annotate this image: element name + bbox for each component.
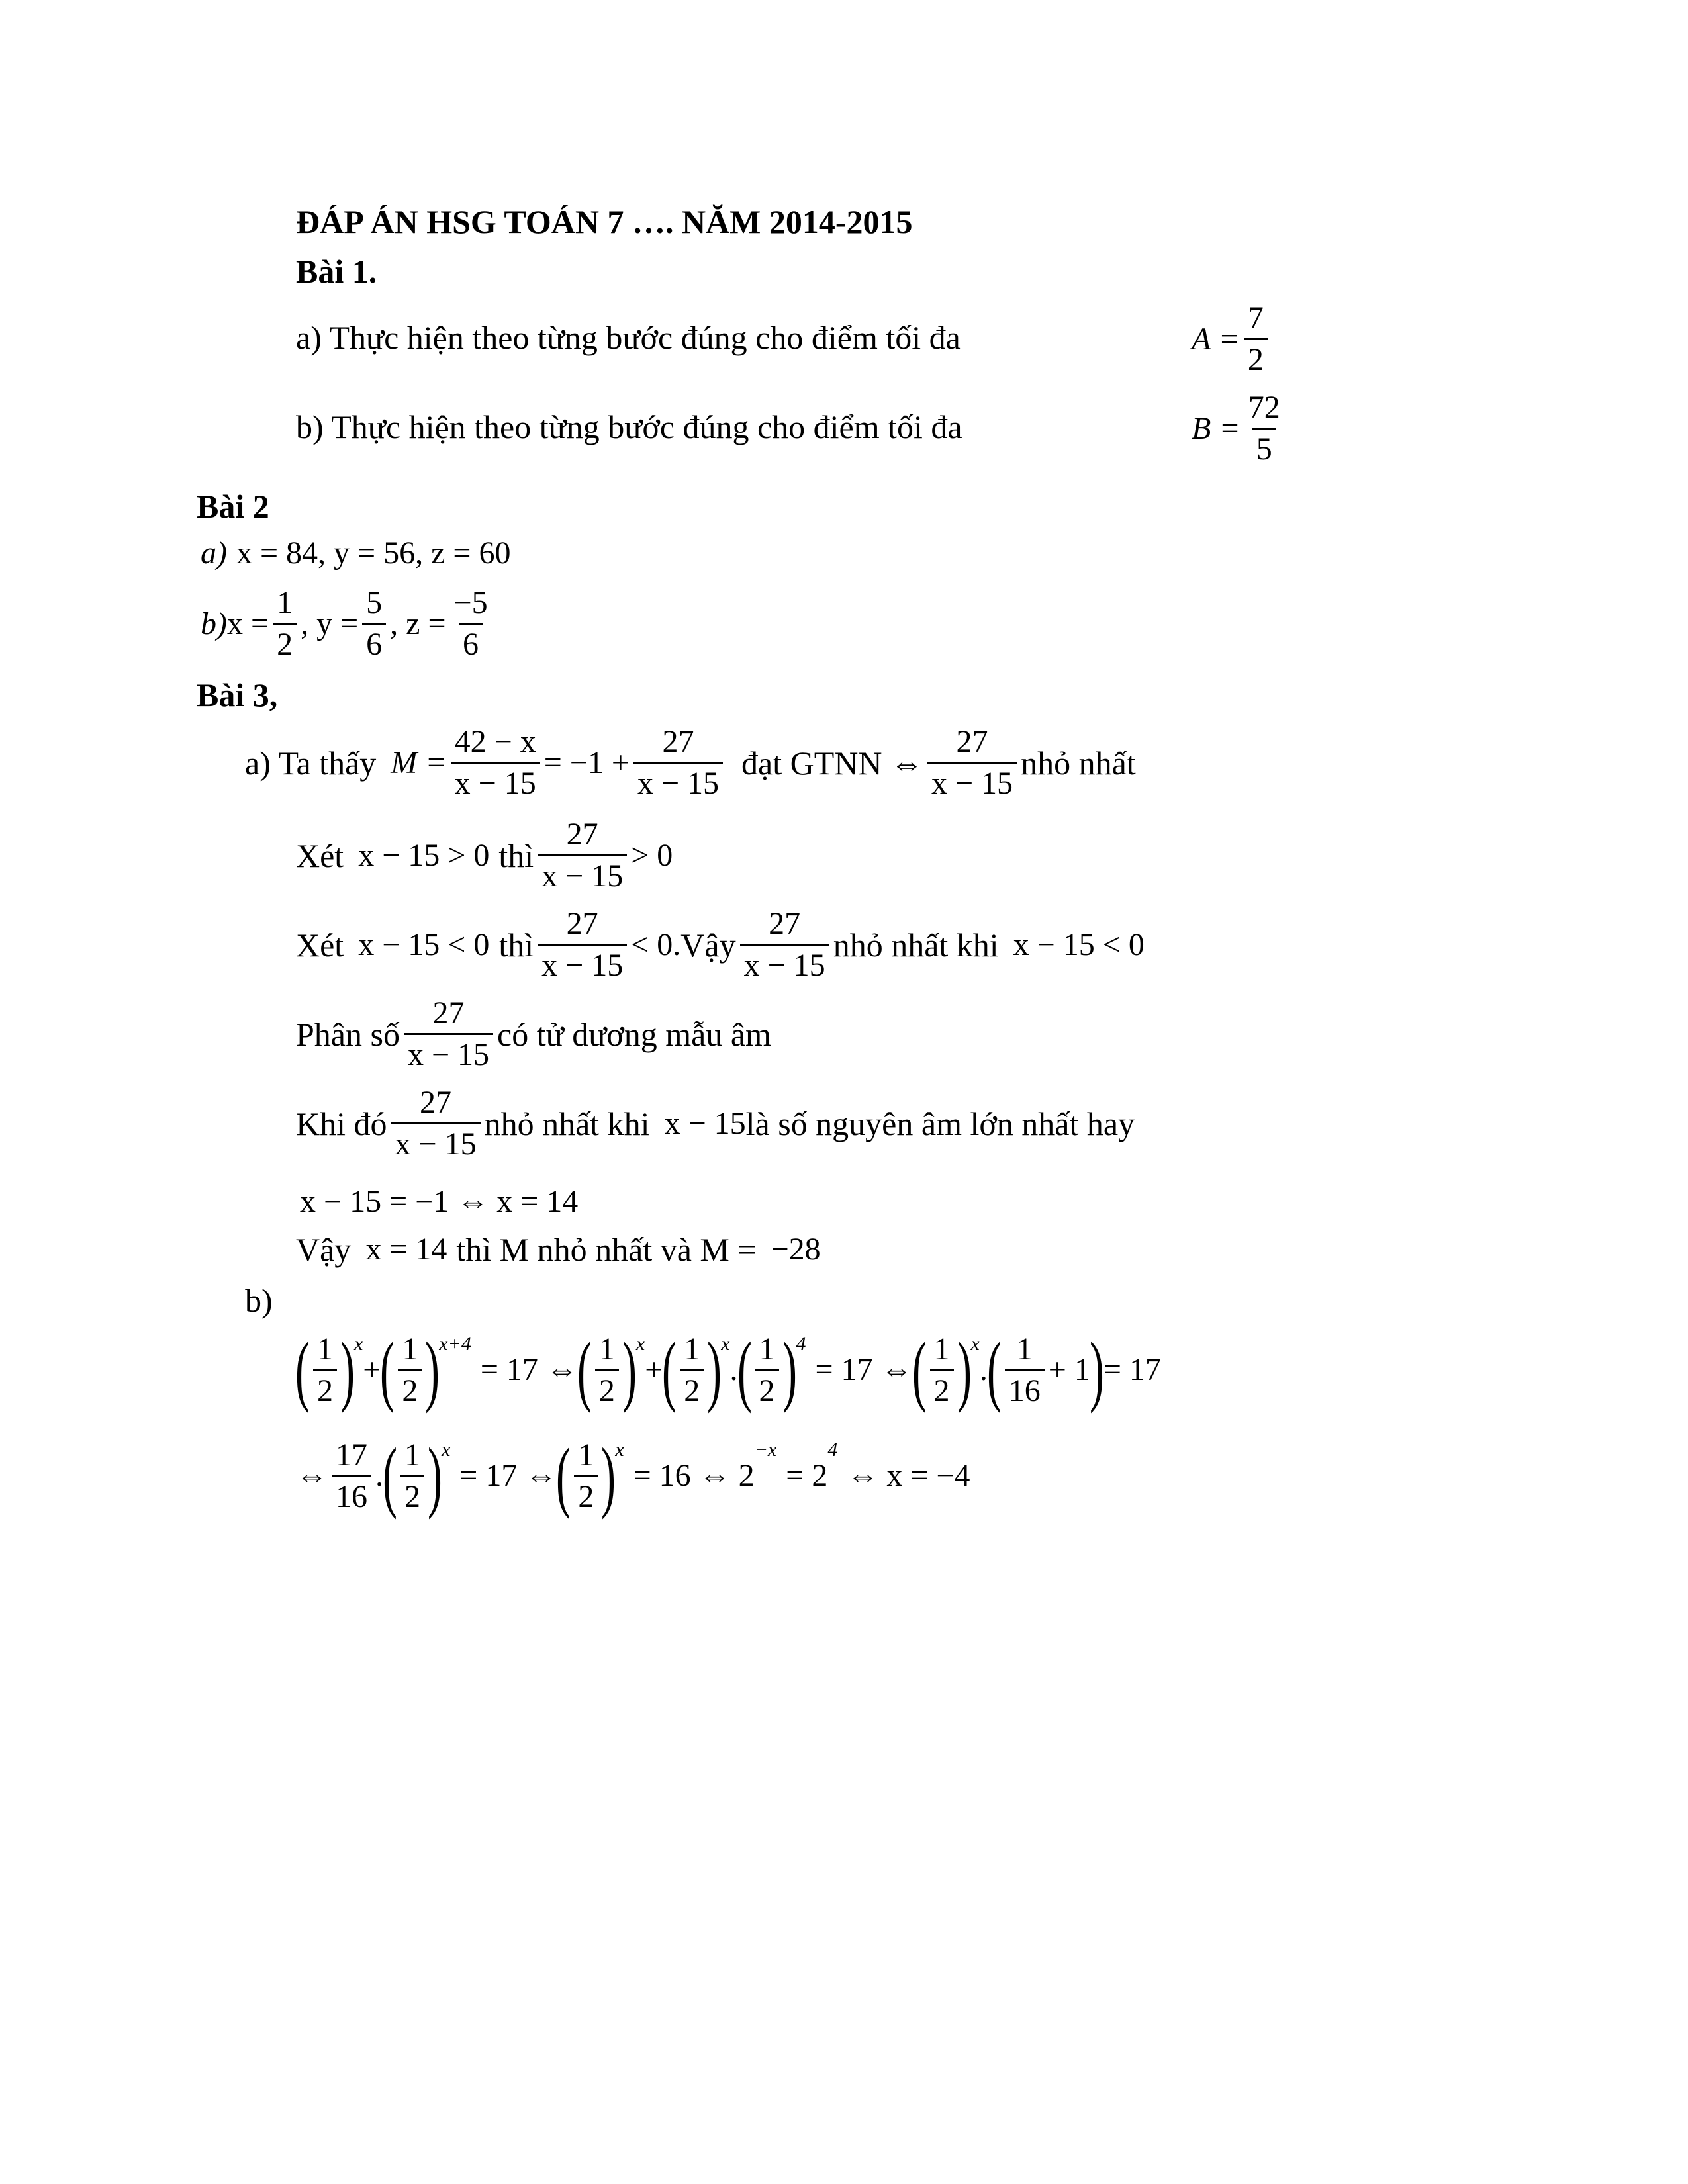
xet1-cond: x − 15 > 0 bbox=[358, 837, 490, 873]
exp-negx: −x bbox=[754, 1439, 777, 1461]
nho-nhat-khi-text: nhỏ nhất khi bbox=[833, 926, 999, 964]
bai2-b-label: b) bbox=[201, 606, 227, 641]
xet1-line bbox=[296, 817, 673, 893]
denominator: x − 15 bbox=[451, 762, 540, 801]
numerator: 7 bbox=[1247, 300, 1264, 336]
bai2-b-x-fraction bbox=[273, 586, 297, 662]
phanso-post: có tử dương mẫu âm bbox=[497, 1015, 771, 1053]
paren-half-4: ( $\frac{1}{2}$ ) x bbox=[662, 1326, 730, 1414]
b-line-2 bbox=[296, 1432, 970, 1520]
eq17-3: = 17 ⇔ bbox=[459, 1458, 557, 1493]
xet2-line bbox=[296, 907, 1145, 983]
denominator: 6 bbox=[459, 623, 483, 662]
dot-sign: . bbox=[375, 1458, 383, 1493]
khido-expr: x − 15 bbox=[664, 1105, 746, 1141]
numerator: 27 bbox=[662, 724, 694, 759]
numerator: 27 bbox=[432, 995, 465, 1030]
bai1-b-lhs: B = bbox=[1192, 410, 1241, 446]
bai1-b-text: b) Thực hiện theo từng bước đúng cho điểm tối đa bbox=[296, 408, 962, 445]
eq17-1: = 17 ⇔ bbox=[480, 1352, 578, 1387]
thi-text: thì bbox=[498, 837, 534, 874]
bai3-a-label: a) Ta thấy bbox=[245, 744, 377, 782]
vay-val: −28 bbox=[771, 1232, 821, 1267]
xet2-end: x − 15 < 0 bbox=[1013, 927, 1145, 962]
denominator: x − 15 bbox=[538, 944, 627, 983]
exp-4: 4 bbox=[827, 1439, 838, 1461]
bai2-b-y: , y = bbox=[301, 606, 359, 641]
m-fraction-2 bbox=[633, 725, 723, 801]
xet2-fraction bbox=[538, 907, 627, 983]
vay-x: x = 14 bbox=[365, 1232, 447, 1267]
paren-half-7: ( $\frac{1}{2}$ ) x bbox=[382, 1432, 451, 1520]
vay-line bbox=[296, 1230, 821, 1269]
xet1-post: > 0 bbox=[631, 837, 673, 873]
khido-post: là số nguyên âm lớn nhất hay bbox=[745, 1105, 1135, 1142]
plus-sign: + bbox=[363, 1352, 381, 1387]
final-answer: ⇔ x = −4 bbox=[847, 1458, 970, 1493]
bai2-a-line bbox=[201, 535, 511, 572]
paren-half-5: ( $\frac{1}{2}$ ) 4 bbox=[737, 1326, 806, 1414]
dot-sign: . bbox=[979, 1352, 988, 1387]
bai1-a-text: a) Thực hiện theo từng bước đúng cho điểm tối đa bbox=[296, 319, 961, 356]
numerator: 72 bbox=[1248, 390, 1280, 425]
bai1-b-fraction bbox=[1244, 390, 1284, 467]
bai1-b-result bbox=[1192, 390, 1288, 467]
xet2-post: < 0. bbox=[631, 927, 681, 962]
denominator: x − 15 bbox=[538, 854, 627, 893]
khido-line bbox=[296, 1085, 1135, 1161]
numerator: 27 bbox=[956, 724, 988, 759]
denominator: 2 bbox=[273, 623, 297, 662]
numerator: 27 bbox=[420, 1085, 452, 1120]
bai2-b-z: , z = bbox=[390, 606, 446, 641]
denominator: x − 15 bbox=[391, 1122, 481, 1161]
bai2-b-z-fraction bbox=[450, 586, 492, 662]
paren-half-6: ( $\frac{1}{2}$ ) x bbox=[912, 1326, 980, 1414]
khido-pre: Khi đó bbox=[296, 1105, 387, 1142]
bai1-a-fraction bbox=[1244, 301, 1268, 377]
plus-sign: + bbox=[645, 1352, 663, 1387]
xet2-cond: x − 15 < 0 bbox=[358, 927, 490, 962]
f-fraction bbox=[927, 725, 1017, 801]
gtnn-text: đạt GTNN ⇔ bbox=[741, 744, 923, 782]
denominator: 6 bbox=[362, 623, 386, 662]
eq2: = 2 bbox=[786, 1458, 828, 1493]
bai2-a-label: a) bbox=[201, 535, 227, 570]
paren-half-1: ( $\frac{1}{2}$ ) x bbox=[295, 1326, 363, 1414]
denominator: x − 15 bbox=[404, 1033, 493, 1072]
paren-half-8: ( $\frac{1}{2}$ ) x bbox=[556, 1432, 624, 1520]
thi-text: thì bbox=[498, 926, 534, 964]
numerator: 27 bbox=[769, 906, 801, 941]
bai2-heading: Bài 2 bbox=[197, 488, 269, 525]
m-fraction-1 bbox=[451, 725, 540, 801]
bai1-a-result bbox=[1192, 301, 1272, 377]
phanso-line bbox=[296, 996, 771, 1072]
vay-text: Vậy bbox=[680, 926, 736, 964]
paren-half-3: ( $\frac{1}{2}$ ) x bbox=[577, 1326, 645, 1414]
eq-line: x − 15 = −1 ⇔ x = 14 bbox=[300, 1184, 579, 1219]
denominator: x − 15 bbox=[927, 762, 1017, 801]
xet1-pre: Xét bbox=[296, 837, 344, 874]
paren-half-2: ( $\frac{1}{2}$ ) x+4 bbox=[380, 1326, 471, 1414]
eq17-2: = 17 ⇔ bbox=[815, 1352, 913, 1387]
bai2-b-y-fraction bbox=[362, 586, 386, 662]
bai2-b-line bbox=[201, 586, 496, 662]
xet2-pre: Xét bbox=[296, 926, 344, 964]
m-mid: = −1 + bbox=[543, 745, 630, 780]
bai2-a-expr: x = 84, y = 56, z = 60 bbox=[236, 535, 511, 570]
khido-mid: nhỏ nhất khi bbox=[484, 1105, 650, 1142]
vay-pre: Vậy bbox=[296, 1231, 352, 1268]
numerator: 5 bbox=[366, 585, 383, 620]
denominator: x − 15 bbox=[633, 762, 723, 801]
phanso-pre: Phân số bbox=[296, 1015, 400, 1053]
phanso-fraction bbox=[404, 996, 493, 1072]
denominator: 2 bbox=[1244, 338, 1268, 377]
nho-nhat-text: nhỏ nhất bbox=[1021, 744, 1136, 782]
eq16: = 16 ⇔ 2 bbox=[633, 1458, 755, 1493]
xet2-fraction-2 bbox=[740, 907, 829, 983]
numerator: 27 bbox=[566, 817, 598, 852]
vay-post: thì M nhỏ nhất và M = bbox=[456, 1231, 757, 1268]
bai1-heading: Bài 1. bbox=[296, 253, 377, 290]
numerator: 27 bbox=[566, 906, 598, 941]
numerator: −5 bbox=[453, 585, 488, 620]
iff-sign: ⇔ bbox=[296, 1458, 328, 1493]
dot-sign: . bbox=[729, 1352, 738, 1387]
frac-17-16: $\frac{17}{16}$ bbox=[332, 1438, 371, 1514]
bai1-a-lhs: A = bbox=[1192, 321, 1240, 357]
paren-sixteenth: ( $\frac{1}{16}$ + 1 ) bbox=[986, 1326, 1104, 1414]
eq17-end: = 17 bbox=[1103, 1352, 1161, 1387]
xet1-fraction bbox=[538, 817, 627, 893]
bai3-b-label: b) bbox=[245, 1282, 273, 1319]
numerator: 42 − x bbox=[454, 724, 536, 759]
document-title: ĐÁP ÁN HSG TOÁN 7 …. NĂM 2014-2015 bbox=[296, 203, 913, 240]
b-line-1 bbox=[295, 1326, 1161, 1414]
denominator: 5 bbox=[1252, 428, 1276, 467]
bai3-a-line bbox=[245, 725, 1136, 801]
numerator: 1 bbox=[277, 585, 293, 620]
bai2-b-x: x = bbox=[226, 606, 269, 641]
denominator: x − 15 bbox=[740, 944, 829, 983]
khido-fraction bbox=[391, 1085, 481, 1161]
m-lhs: M = bbox=[391, 745, 447, 780]
bai3-heading: Bài 3, bbox=[197, 676, 278, 713]
